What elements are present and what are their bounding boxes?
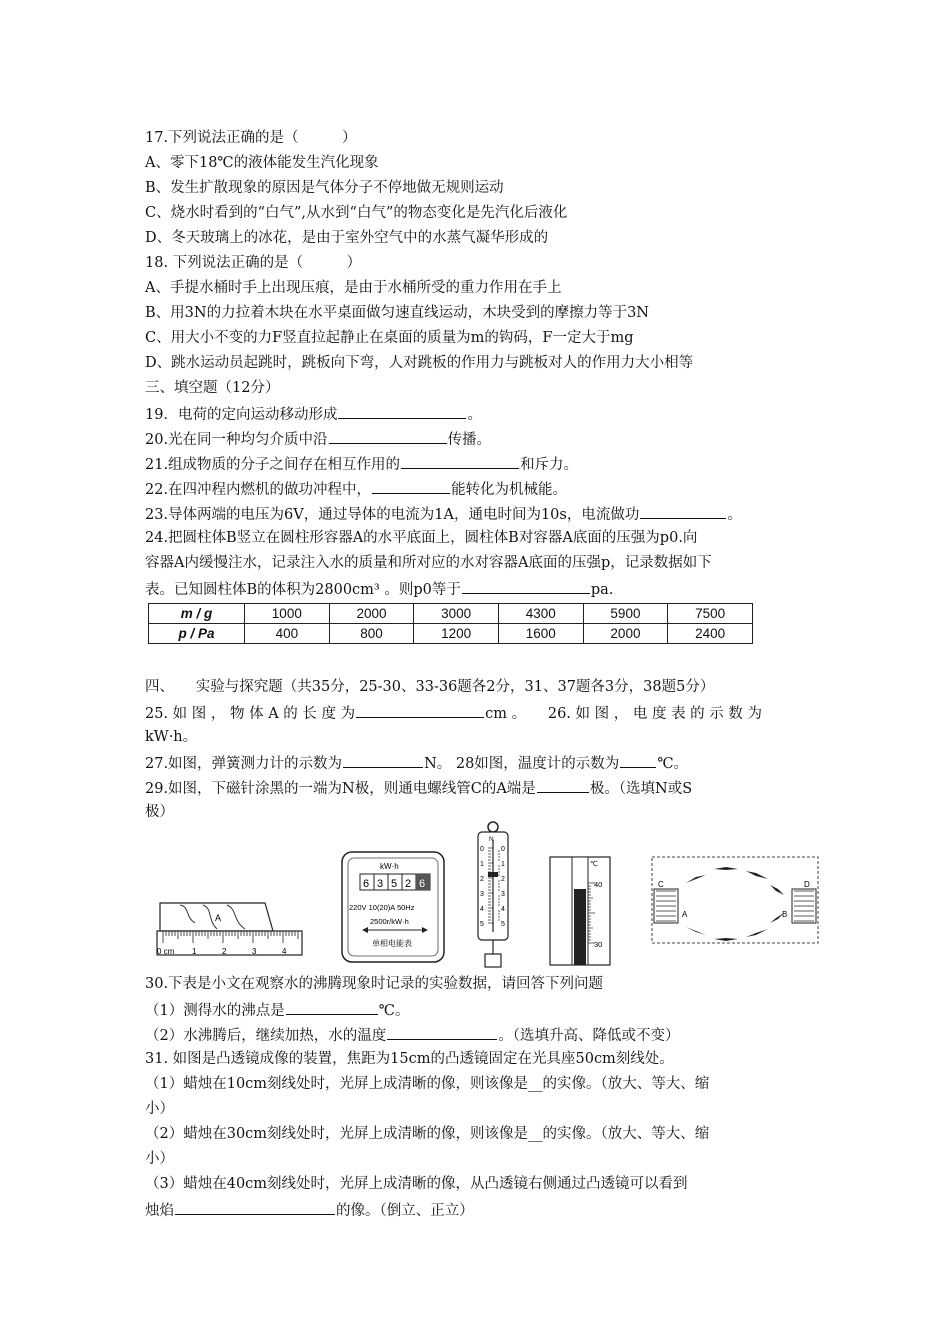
q31-part-4 [145, 1199, 474, 1221]
scale-left-1: 1 [480, 861, 484, 868]
q29-blank[interactable] [537, 777, 589, 793]
table-cell: 2000 [329, 604, 414, 624]
table-cell: 1000 [245, 604, 330, 624]
scale-right-3: 3 [501, 891, 505, 898]
q18-option-b: B、用3N的力拉着木块在水平桌面做匀速直线运动，木块受到的摩擦力等于3N [145, 305, 649, 321]
question-23 [145, 503, 742, 525]
q31-4-end: 的像。（倒立、正立） [336, 1203, 474, 1219]
question-19 [145, 403, 482, 425]
q23-text: 23.导体两端的电压为6V，通过导体的电流为1A，通电时间为10s，电流做功 [145, 507, 640, 523]
q24-data-table [148, 603, 753, 644]
question-17: 17.下列说法正确的是（ ） [145, 130, 357, 146]
ruler-label-3: 3 [252, 947, 257, 956]
scale-left-2: 2 [480, 876, 484, 883]
question-29-line1 [145, 777, 692, 799]
scale-right-5: 5 [501, 921, 505, 928]
scale-pointer [488, 872, 498, 877]
q17-option-d: D、冬天玻璃上的冰花，是由于室外空气中的水蒸气凝华形成的 [145, 230, 549, 246]
table-cell: 3000 [414, 604, 499, 624]
table-cell: 2000 [583, 624, 668, 644]
q31-part-2: （2）蜡烛在30cm刻线处时，光屏上成清晰的像，则该像是__的实像。（放大、等大、缩 [145, 1126, 710, 1142]
solenoid-label-d: D [804, 880, 810, 889]
solenoid-c [654, 889, 678, 923]
question-30: 30.下表是小文在观察水的沸腾现象时记录的实验数据，请回答下列问题 [145, 976, 604, 992]
q21-text: 21.组成物质的分子之间存在相互作用的 [145, 457, 401, 473]
thermometer-label-40: 40 [594, 880, 603, 889]
thermometer-unit: ℃ [590, 861, 598, 868]
thermometer-label-30: 30 [594, 940, 603, 949]
q30-2-end: 。（选填升高、降低或不变） [498, 1028, 680, 1044]
scale-right-2: 2 [501, 876, 505, 883]
meter-digit-5: 6 [419, 878, 426, 890]
q26-unit: kW·h。 [145, 729, 198, 745]
ruler-label-1: 1 [192, 947, 197, 956]
table-cell: 800 [329, 624, 414, 644]
table-row-label: m / g [149, 604, 245, 624]
q28-end: ℃。 [657, 756, 689, 772]
q30-part-2 [145, 1024, 679, 1046]
table-cell: 7500 [668, 604, 753, 624]
table-cell: 5900 [583, 604, 668, 624]
question-24-line2: 容器A内缓慢注水，记录注入水的质量和所对应的水对容器A底面的压强p，记录数据如下 [145, 555, 712, 571]
q27-text: 27.如图，弹簧测力计的示数为 [145, 756, 343, 772]
solenoid-figure [650, 855, 820, 945]
question-31: 31. 如图是凸透镜成像的装置，焦距为15cm的凸透镜固定在光具座50cm刻线处。 [145, 1051, 674, 1067]
q31-part-2-cont: 小） [145, 1151, 174, 1167]
table-row-pressure [149, 624, 753, 644]
meter-digit-1: 6 [363, 878, 370, 890]
q30-2-text: （2）水沸腾后，继续加热，水的温度 [145, 1028, 387, 1044]
question-21 [145, 453, 578, 475]
solenoid-d [792, 889, 816, 923]
object-a-label: A [215, 913, 222, 923]
compass-needles [686, 867, 784, 941]
meter-digit-2: 3 [377, 878, 384, 890]
q19-blank[interactable] [338, 403, 466, 419]
q31-part-1-cont: 小） [145, 1101, 174, 1117]
ruler-label-4: 4 [282, 947, 287, 956]
q25-text: 25. 如 图 ， 物 体 A 的 长 度 为 [145, 706, 356, 722]
ruler-label-2: 2 [222, 947, 227, 956]
table-cell: 400 [245, 624, 330, 644]
q31-part-3: （3）蜡烛在40cm刻线处时，光屏上成清晰的像，从凸透镜右侧通过凸透镜可以看到 [145, 1176, 688, 1192]
scale-right-4: 4 [501, 906, 505, 913]
q17-option-c: C、烧水时看到的“白气”,从水到“白气”的物态变化是先汽化后液化 [145, 205, 568, 221]
section-3-heading: 三、填空题（12分） [145, 380, 280, 396]
ruler-label-0: 0 cm [157, 947, 175, 956]
q22-blank[interactable] [372, 478, 450, 494]
q30-2-blank[interactable] [387, 1024, 497, 1040]
meter-spec: 220V 10(20)A 50Hz [349, 903, 415, 912]
ruler-figure [155, 895, 305, 965]
q20-text: 20.光在同一种均匀介质中沿 [145, 432, 328, 448]
table-row-label: p / Pa [149, 624, 245, 644]
meter-rate: 2500r/kW·h [370, 917, 409, 926]
meter-digit-3: 5 [391, 878, 398, 890]
solenoid-label-a: A [682, 910, 688, 919]
table-cell: 2400 [668, 624, 753, 644]
q18-option-d: D、跳水运动员起跳时，跳板向下弯，人对跳板的作用力与跳板对人的作用力大小相等 [145, 355, 694, 371]
scale-left-4: 4 [480, 906, 484, 913]
meter-unit: kW·h [380, 862, 399, 871]
q21-end: 和斥力。 [520, 457, 579, 473]
scale-left-3: 3 [480, 891, 484, 898]
q29-end: 极。（选填N或S [589, 781, 693, 797]
q19-end: 。 [467, 407, 482, 423]
table-cell: 1200 [414, 624, 499, 644]
q30-part-1 [145, 999, 409, 1021]
thermometer-figure [548, 855, 614, 970]
meter-digit-4: 2 [405, 878, 412, 890]
q30-1-blank[interactable] [286, 999, 378, 1015]
q28-text: N。 28如图，温度计的示数为 [424, 756, 620, 772]
thermometer-liquid [574, 889, 586, 965]
q29-text: 29.如图，下磁针涂黑的一端为N极，则通电螺线管C的A端是 [145, 781, 536, 797]
q25-blank[interactable] [356, 702, 484, 718]
scale-left-5: 5 [480, 921, 484, 928]
q18-option-c: C、用大小不变的力F竖直拉起静止在桌面的质量为m的钩码，F一定大于mg [145, 330, 634, 346]
q24-blank[interactable] [462, 578, 590, 594]
scale-right-0: 0 [501, 846, 505, 853]
q18-option-a: A、手提水桶时手上出现压痕，是由于水桶所受的重力作用在手上 [145, 280, 562, 296]
scale-left-0: 0 [480, 846, 484, 853]
question-20 [145, 428, 491, 450]
q31-part-1: （1）蜡烛在10cm刻线处时，光屏上成清晰的像，则该像是__的实像。（放大、等大、缩 [145, 1076, 710, 1092]
spring-scale-figure [470, 820, 516, 970]
table-row-mass [149, 604, 753, 624]
q30-1-end: ℃。 [378, 1003, 410, 1019]
question-29-line2: 极） [145, 804, 174, 820]
q17-option-a: A、零下18℃的液体能发生汽化现象 [145, 155, 379, 171]
question-24-line1: 24.把圆柱体B竖立在圆柱形容器A的水平底面上，圆柱体B对容器A底面的压强为p0.向 [145, 530, 698, 546]
q17-option-b: B、发生扩散现象的原因是气体分子不停地做无规则运动 [145, 180, 504, 196]
meter-name: 单相电能表 [372, 939, 412, 948]
question-25-26 [145, 702, 762, 724]
table-cell: 4300 [498, 604, 583, 624]
q28-blank[interactable] [620, 752, 656, 768]
electricity-meter-figure [340, 850, 446, 965]
q19-text: 19．电荷的定向运动移动形成 [145, 407, 338, 423]
question-27-28 [145, 752, 688, 774]
scale-unit: N [489, 836, 494, 843]
q20-end: 传播。 [447, 432, 492, 448]
q21-blank[interactable] [401, 453, 519, 469]
q23-end: 。 [727, 507, 742, 523]
q24-end: pa. [590, 582, 614, 598]
q23-blank[interactable] [640, 503, 726, 519]
q27-blank[interactable] [343, 752, 423, 768]
scale-hook-ring [488, 822, 498, 832]
q20-blank[interactable] [329, 428, 447, 444]
q25-end: cm 。 26. 如 图 ， 电 度 表 的 示 数 为 [485, 706, 763, 722]
q24-text: 表。已知圆柱体B的体积为2800cm³ 。则p0等于 [145, 582, 461, 598]
solenoid-label-b: B [782, 910, 788, 919]
question-24-line3 [145, 578, 613, 600]
table-cell: 1600 [498, 624, 583, 644]
q30-1-text: （1）测得水的沸点是 [145, 1003, 285, 1019]
question-22 [145, 478, 567, 500]
question-18: 18. 下列说法正确的是（ ） [145, 255, 362, 271]
scale-weight [485, 954, 501, 967]
q22-end: 能转化为机械能。 [451, 482, 568, 498]
q22-text: 22.在四冲程内燃机的做功冲程中， [145, 482, 372, 498]
section-4-heading: 四、 实验与探究题（共35分，25-30、33-36题各2分，31、37题各3分，38题5分） [145, 679, 715, 695]
q31-4-text: 烛焰 [145, 1203, 174, 1219]
solenoid-label-c: C [658, 880, 664, 889]
q31-4-blank[interactable] [175, 1199, 335, 1215]
scale-right-1: 1 [501, 861, 505, 868]
